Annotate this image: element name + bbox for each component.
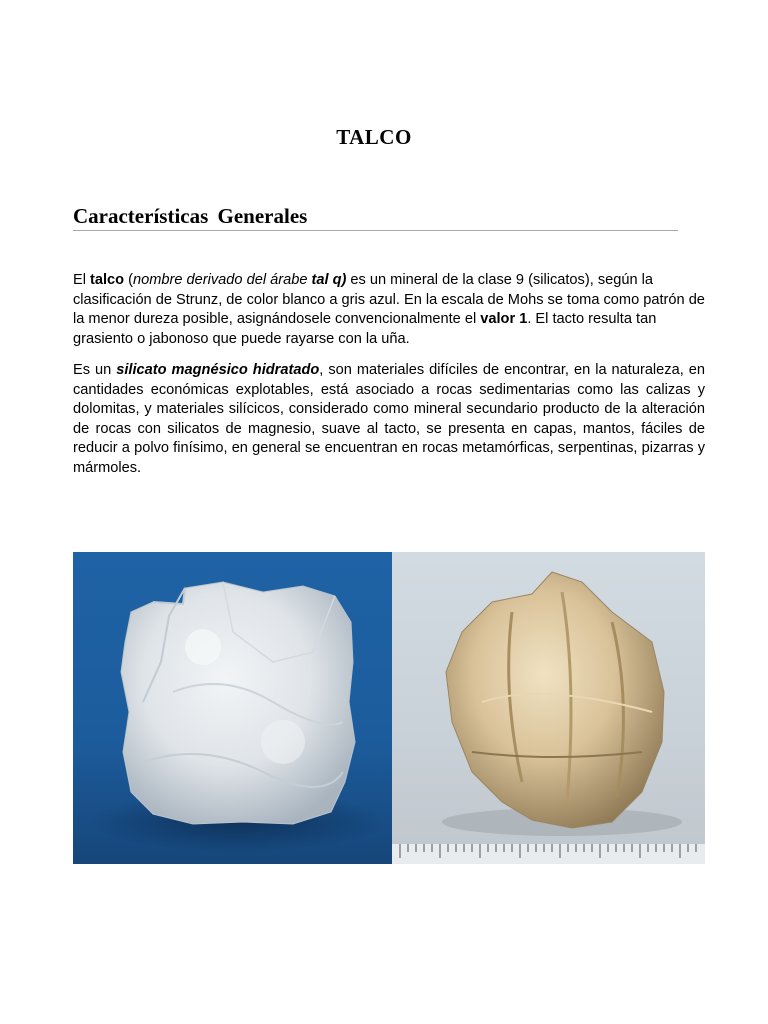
p1-text-1: El	[73, 272, 91, 288]
talc-beige-specimen-photo	[392, 552, 705, 864]
p1-bold-italic-talq: tal q)	[311, 272, 347, 288]
section-heading: Características Generales	[73, 204, 308, 228]
p1-text-4: . El tacto resulta tan grasiento o jabonoso que puede rayarse con la uña.	[73, 311, 657, 347]
p1-bold-talco: talco	[90, 272, 125, 288]
paragraph-1	[73, 271, 705, 349]
talc-beige-specimen-illustration	[392, 552, 705, 864]
talc-white-specimen-photo	[73, 552, 392, 864]
heading-underline	[73, 230, 678, 231]
talc-white-specimen-illustration	[73, 552, 392, 864]
paragraph-2	[73, 361, 705, 478]
p2-bold-italic-silicato: silicato magnésico hidratado	[116, 362, 320, 378]
p1-text-3: es un mineral de la clase 9 (silicatos), según la clasificación de Strunz, de color blanco a gris azul. En la escala de Mohs se toma como patrón de la menor dureza posible, asignándosele convencionalmente el	[73, 272, 705, 327]
p1-italic-origin: nombre derivado del árabe	[133, 272, 312, 288]
document-title: TALCO	[336, 125, 412, 149]
p2-text-1: Es un	[73, 362, 117, 378]
p1-text-2: (	[124, 272, 134, 288]
p2-text-2: , son materiales difíciles de encontrar, en la naturaleza, en cantidades económicas explotables, está asociado a rocas sedimentarias como las calizas y dolomitas, y materiales silícicos, considerado como mineral secundario producto de la alteración de rocas con silicatos de magnesio, suave al tacto, se presenta en capas, mantos, fáciles de reducir a polvo finísimo, en general se encuentran en rocas metamórficas, serpentinas, pizarras y mármoles.	[73, 362, 705, 476]
p1-bold-valor: valor 1	[480, 311, 528, 327]
